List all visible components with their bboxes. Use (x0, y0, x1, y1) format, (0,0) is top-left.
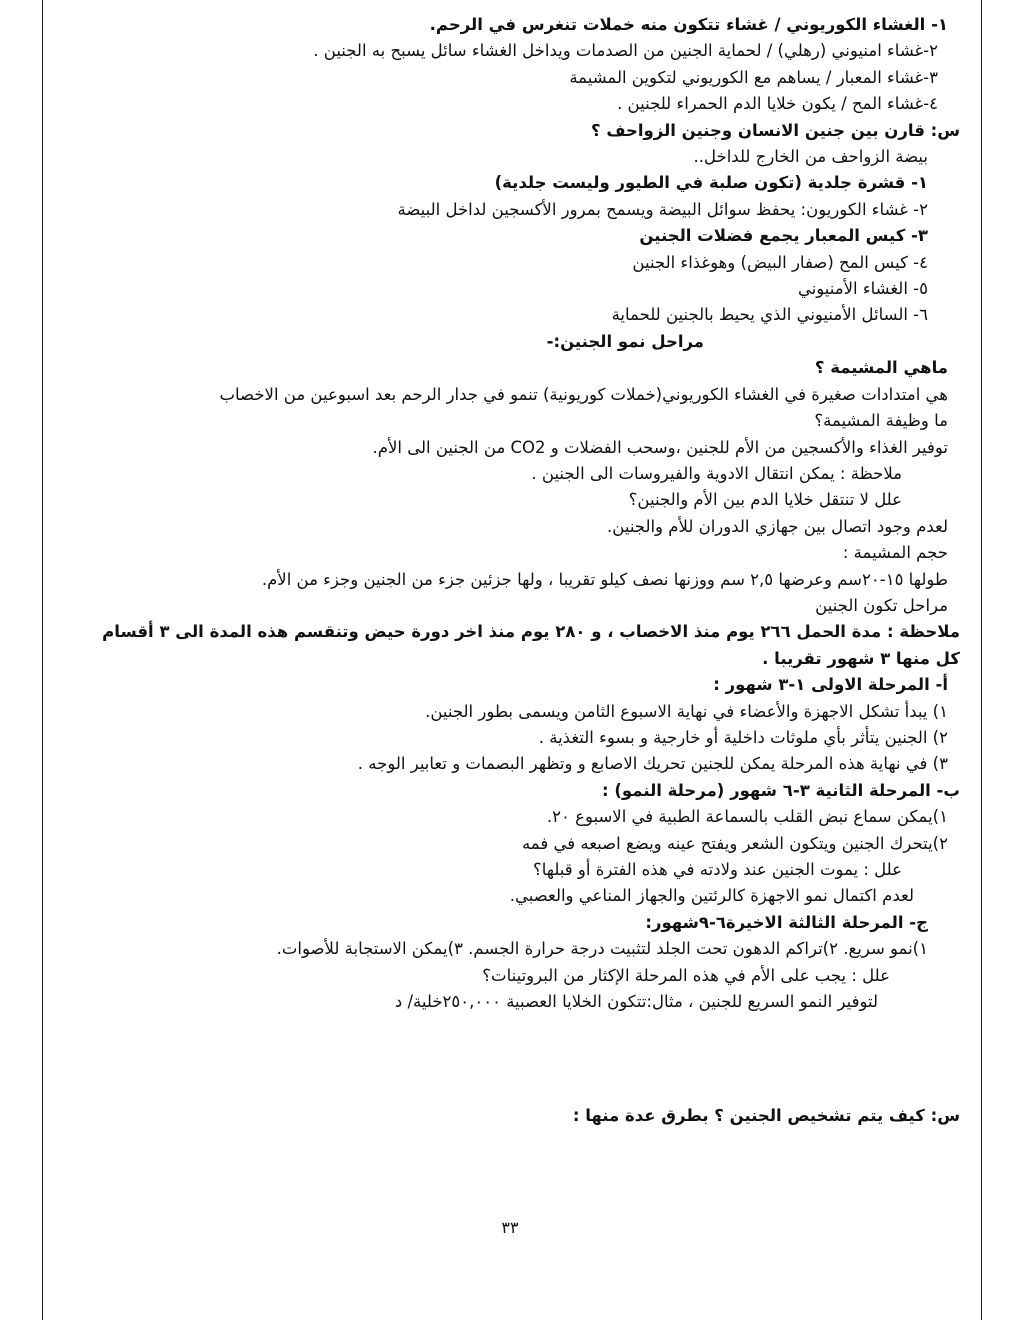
text-line: ٢)يتحرك الجنين ويتكون الشعر ويفتح عينه ويضع اصبعه في فمه (521, 833, 948, 853)
text-line: ٢) الجنين يتأثر بأي ملوثات داخلية أو خارجية و بسوء التغذية . (538, 727, 948, 747)
text-line: علل لا تنتقل خلايا الدم بين الأم والجنين؟ (628, 490, 902, 510)
text-line: علل : يموت الجنين عند ولادته في هذه الفترة أو قبلها؟ (532, 860, 902, 879)
text-line: مراحل تكون الجنين (815, 595, 948, 615)
stage-heading: أ- المرحلة الاولى ١-٣ شهور : (713, 675, 948, 695)
text-line: ملاحظة : يمكن انتقال الادوية والفيروسات الى الجنين . (531, 463, 902, 483)
text-line: ٥- الغشاء الأمنيوني (797, 279, 928, 299)
document-body (60, 12, 960, 1130)
text-line: حجم المشيمة : (842, 543, 948, 563)
text-line: لعدم اكتمال نمو الاجهزة كالرئتين والجهاز المناعي والعصبي. (509, 886, 914, 906)
stage-heading: ب- المرحلة الثانية ٣-٦ شهور (مرحلة النمو) : (602, 780, 960, 800)
stage-heading: ج- المرحلة الثالثة الاخيرة٦-٩شهور: (645, 912, 928, 932)
question-heading: ماهي المشيمة ؟ (814, 358, 948, 378)
text-line: ٣-غشاء المعبار / يساهم مع الكوريوني لتكوين المشيمة (569, 67, 938, 87)
text-line: توفير الغذاء والأكسجين من الأم للجنين ،وسحب الفضلات و CO2 من الجنين الى الأم. (372, 437, 948, 457)
note-line: كل منها ٣ شهور تقريبا . (762, 648, 960, 668)
section-heading: مراحل نمو الجنين:- (546, 331, 704, 351)
text-line: ٤-غشاء المح / يكون خلايا الدم الحمراء للجنين . (617, 94, 938, 114)
text-line: ما وظيفة المشيمة؟ (814, 411, 948, 431)
text-line: ٣) في نهاية هذه المرحلة يمكن للجنين تحريك الاصابع و وتظهر البصمات و تعابير الوجه . (357, 754, 948, 774)
text-line: ٢- غشاء الكوريون: يحفظ سوائل البيضة ويسمح بمرور الأكسجين لداخل البيضة (397, 199, 928, 219)
text-line: ٤- كيس المح (صفار البيض) وهوغذاء الجنين (632, 252, 928, 272)
text-line: ١)نمو سريع. ٢)تراكم الدهون تحت الجلد لتثبيت درجة حرارة الجسم. ٣)يمكن الاستجابة للأصوات. (276, 939, 928, 959)
text-line: لعدم وجود اتصال بين جهازي الدوران للأم والجنين. (607, 516, 948, 536)
text-line: علل : يجب على الأم في هذه المرحلة الإكثار من البروتينات؟ (482, 965, 890, 985)
text-line: طولها ١٥-٢٠سم وعرضها ٢,٥ سم ووزنها نصف كيلو تقريبا ، ولها جزئين جزء من الجنين وجزء من الأم. (261, 569, 948, 589)
text-line: لتوفير النمو السريع للجنين ، مثال:تتكون الخلايا العصبية ٢٥٠,٠٠٠خلية/ د (394, 992, 878, 1012)
text-line: ١) يبدأ تشكل الاجهزة والأعضاء في نهاية الاسبوع الثامن ويسمى بطور الجنين. (425, 701, 948, 721)
text-line: بيضة الزواحف من الخارج للداخل.. (693, 147, 928, 167)
question-heading: س: كيف يتم تشخيص الجنين ؟ بطرق عدة منها : (572, 1106, 960, 1126)
text-line: ٢-غشاء امنيوني (رهلي) / لحماية الجنين من الصدمات ويداخل الغشاء سائل يسبح به الجنين . (313, 41, 938, 61)
text-line: ٣- كيس المعبار يجمع فضلات الجنين (639, 226, 928, 246)
text-line: ٦- السائل الأمنيوني الذي يحيط بالجنين للحماية (611, 305, 928, 325)
text-line: ١)يمكن سماع نبض القلب بالسماعة الطبية في الاسبوع ٢٠. (546, 807, 948, 827)
note-line: ملاحظة : مدة الحمل ٢٦٦ يوم منذ الاخصاب ، و ٢٨٠ يوم منذ اخر دورة حيض وتنقسم هذه المدة الى ٣ أقسام (102, 622, 960, 642)
text-line: هي امتدادات صغيرة في الغشاء الكوريوني(خملات كوريونية) تنمو في جدار الرحم بعد اسبوعين من الاخصاب (219, 384, 948, 404)
question-heading: س: قارن بين جنين الانسان وجنين الزواحف ؟ (591, 120, 960, 140)
text-line: ١- قشرة جلدية (تكون صلبة في الطيور وليست جلدية) (494, 173, 928, 193)
page-number: ٣٣ (501, 1218, 519, 1237)
text-line: ١- الغشاء الكوريوني / غشاء تتكون منه خملات تنغرس في الرحم. (429, 15, 948, 34)
